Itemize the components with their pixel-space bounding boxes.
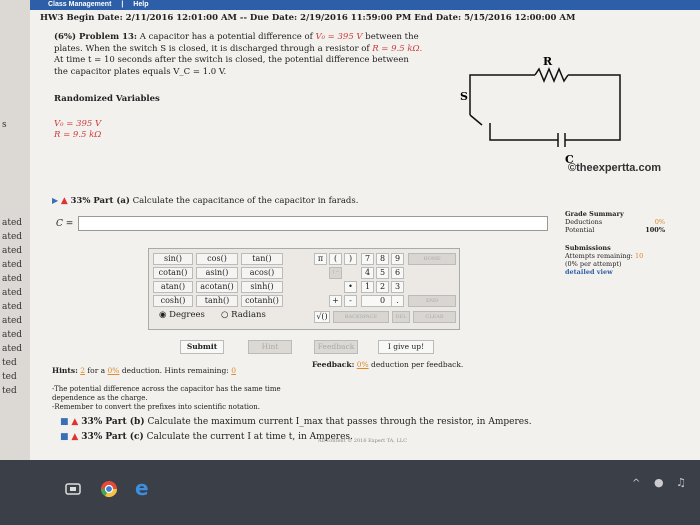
- attempts-label: Attempts remaining:: [565, 252, 633, 260]
- btn-dot-op[interactable]: •: [344, 281, 357, 293]
- hints-label: Hints:: [52, 366, 78, 375]
- detailed-view-link[interactable]: detailed view: [565, 268, 613, 276]
- btn-6[interactable]: 6: [391, 267, 404, 279]
- problem-line4: the capacitor plates equals V_C = 1.0 V.: [54, 66, 227, 77]
- task-view-icon[interactable]: [65, 482, 81, 496]
- hints-deduction: deduction. Hints remaining:: [121, 366, 229, 375]
- part-c-text: Calculate the current I at time t, in Amperes.: [146, 432, 353, 442]
- btn-4[interactable]: 4: [361, 267, 374, 279]
- left-frag-5: ated: [2, 288, 23, 298]
- left-frag-3: ated: [2, 260, 23, 270]
- left-frag-6: ated: [2, 302, 23, 312]
- left-panel-fragment: [0, 0, 30, 460]
- tray-chevron-icon[interactable]: ^: [632, 478, 641, 489]
- part-b-status-icon: ■: [60, 417, 69, 427]
- btn-del[interactable]: DEL: [392, 311, 410, 323]
- btn-0[interactable]: 0: [361, 295, 404, 307]
- radio-radians-label: Radians: [231, 310, 266, 320]
- btn-end[interactable]: END: [408, 295, 456, 307]
- btn-clear[interactable]: CLEAR: [413, 311, 456, 323]
- deductions-value: 0%: [654, 218, 665, 226]
- problem-number: (6%) Problem 13:: [54, 32, 138, 42]
- btn-rparen[interactable]: ): [344, 253, 357, 265]
- deductions-label: Deductions: [565, 218, 603, 226]
- nav-class-management[interactable]: Class Management: [48, 1, 112, 8]
- btn-pow[interactable]: ↑^: [329, 267, 342, 279]
- circuit-label-s: S: [460, 90, 468, 103]
- deductions-row: [565, 218, 665, 226]
- circuit-label-r: R: [543, 55, 553, 68]
- part-c-warning-icon: ▲: [71, 432, 79, 442]
- problem-page: [30, 10, 700, 460]
- left-frag-11: ted: [2, 372, 17, 382]
- credit: ©theexpertta.com: [568, 162, 662, 174]
- hints-for-a: for a: [87, 366, 106, 375]
- btn-minus[interactable]: -: [344, 295, 357, 307]
- btn-tan[interactable]: tan(): [241, 253, 283, 265]
- part-a-text: Calculate the capacitance of the capacitor in farads.: [132, 196, 359, 206]
- randomized-title: Randomized Variables: [54, 94, 160, 104]
- calculator-keypad: [148, 248, 460, 330]
- left-frag-0: ated: [2, 218, 23, 228]
- btn-backspace[interactable]: BACKSPACE: [333, 311, 389, 323]
- hint-item-2: -Remember to convert the prefixes into scientific notation.: [52, 403, 260, 411]
- problem-r: R = 9.5 kΩ.: [372, 43, 423, 54]
- btn-lparen[interactable]: (: [329, 253, 342, 265]
- hints-pct: 0%: [107, 366, 120, 375]
- submissions-title: Submissions: [565, 244, 611, 252]
- btn-3[interactable]: 3: [391, 281, 404, 293]
- problem-statement: [54, 32, 434, 78]
- left-frag-8: ated: [2, 330, 23, 340]
- hints-remaining: 0: [231, 366, 237, 375]
- btn-plus[interactable]: +: [329, 295, 342, 307]
- left-frag-9: ated: [2, 344, 23, 354]
- part-c-status-icon: ■: [60, 432, 69, 442]
- part-b[interactable]: [60, 417, 532, 427]
- btn-home[interactable]: HOME: [408, 253, 456, 265]
- top-nav: [0, 0, 700, 10]
- btn-tanh[interactable]: tanh(): [196, 295, 238, 307]
- feedback-button[interactable]: Feedback: [314, 340, 358, 354]
- attempts-value: 10: [634, 252, 644, 260]
- tray-wifi-icon[interactable]: ●: [654, 476, 664, 489]
- hint-item-1: -The potential difference across the capacitor has the same time dependence as the charge.: [52, 385, 281, 402]
- feedback-pct: 0%: [356, 360, 369, 369]
- feedback-info: [312, 360, 463, 369]
- potential-label: Potential: [565, 226, 595, 234]
- tray-volume-icon[interactable]: ♫: [676, 476, 686, 489]
- btn-8[interactable]: 8: [376, 253, 389, 265]
- btn-atan[interactable]: atan(): [153, 281, 193, 293]
- btn-sin[interactable]: sin(): [153, 253, 193, 265]
- left-s: s: [2, 120, 7, 130]
- problem-line1: A capacitor has a potential difference of: [139, 32, 313, 42]
- play-icon[interactable]: ▶: [52, 196, 59, 205]
- problem-line3: At time t = 10 seconds after the switch is closed, the potential difference between: [54, 55, 409, 65]
- btn-5[interactable]: 5: [376, 267, 389, 279]
- btn-sqrt[interactable]: √(): [314, 311, 330, 323]
- btn-cos[interactable]: cos(): [196, 253, 238, 265]
- nav-separator: |: [121, 1, 124, 8]
- warning-icon: ▲: [60, 196, 68, 206]
- circuit-label-c: C: [565, 153, 574, 165]
- left-frag-12: ted: [2, 386, 17, 396]
- give-up-button[interactable]: I give up!: [378, 340, 434, 354]
- part-a-percent: 33% Part (a): [70, 196, 130, 206]
- btn-cotanh[interactable]: cotanh(): [241, 295, 283, 307]
- hint-list: [52, 385, 297, 412]
- radio-radians[interactable]: ○ Radians: [221, 310, 266, 320]
- btn-1[interactable]: 1: [361, 281, 374, 293]
- btn-asin[interactable]: asin(): [196, 267, 238, 279]
- circuit-diagram: [440, 45, 640, 165]
- answer-input[interactable]: [78, 216, 548, 231]
- part-c-percent: 33% Part (c): [81, 432, 144, 442]
- radio-degrees[interactable]: ◉ Degrees: [159, 310, 205, 320]
- problem-v0: V₀ = 395 V: [315, 32, 363, 42]
- part-b-text: Calculate the maximum current I_max that passes through the resistor, in Amperes.: [147, 417, 532, 427]
- footer-copyright: All content © 2016 Expert TA, LLC: [318, 438, 408, 444]
- part-b-warning-icon: ▲: [71, 417, 79, 427]
- btn-2[interactable]: 2: [376, 281, 389, 293]
- part-b-percent: 33% Part (b): [81, 417, 145, 427]
- part-c[interactable]: [60, 432, 353, 442]
- grade-summary: [565, 210, 665, 276]
- btn-7[interactable]: 7: [361, 253, 374, 265]
- var-v0: V₀ = 395 V: [54, 119, 102, 129]
- attempts-row: [565, 252, 665, 260]
- hint-button[interactable]: Hint: [248, 340, 292, 354]
- edge-icon[interactable]: e: [135, 476, 149, 500]
- answer-label: C =: [56, 219, 74, 229]
- problem-line1b: between the: [365, 32, 419, 42]
- btn-acotan[interactable]: acotan(): [196, 281, 238, 293]
- per-attempt: (0% per attempt): [565, 260, 622, 268]
- left-frag-2: ated: [2, 246, 23, 256]
- left-frag-10: ted: [2, 358, 17, 368]
- chrome-icon[interactable]: [100, 480, 118, 498]
- feedback-text: deduction per feedback.: [371, 360, 464, 369]
- left-frag-1: ated: [2, 232, 23, 242]
- radio-degrees-label: Degrees: [169, 310, 205, 320]
- grade-title: Grade Summary: [565, 210, 624, 218]
- submit-button[interactable]: Submit: [180, 340, 224, 354]
- btn-9[interactable]: 9: [391, 253, 404, 265]
- btn-acos[interactable]: acos(): [241, 267, 283, 279]
- btn-sinh[interactable]: sinh(): [241, 281, 283, 293]
- left-frag-7: ated: [2, 316, 23, 326]
- potential-row: [565, 226, 665, 234]
- taskbar: [0, 460, 700, 525]
- randomized-variables: [54, 119, 101, 141]
- btn-cosh[interactable]: cosh(): [153, 295, 193, 307]
- btn-pi[interactable]: π: [314, 253, 327, 265]
- hints-count: 2: [80, 366, 86, 375]
- btn-decimal[interactable]: .: [391, 295, 404, 307]
- part-a: [52, 196, 358, 206]
- potential-value: 100%: [645, 226, 665, 234]
- problem-line2: plates. When the switch S is closed, it is discharged through a resistor of: [54, 43, 370, 54]
- btn-cotan[interactable]: cotan(): [153, 267, 193, 279]
- left-frag-4: ated: [2, 274, 23, 284]
- hints-info: [52, 366, 236, 375]
- feedback-label: Feedback:: [312, 360, 355, 369]
- nav-help[interactable]: Help: [133, 1, 149, 8]
- hw-header: HW3 Begin Date: 2/11/2016 12:01:00 AM -- Due Date: 2/19/2016 11:59:00 PM End Date: 5/15/2016 12:00:00 AM: [40, 13, 576, 23]
- var-r: R = 9.5 kΩ: [54, 130, 102, 140]
